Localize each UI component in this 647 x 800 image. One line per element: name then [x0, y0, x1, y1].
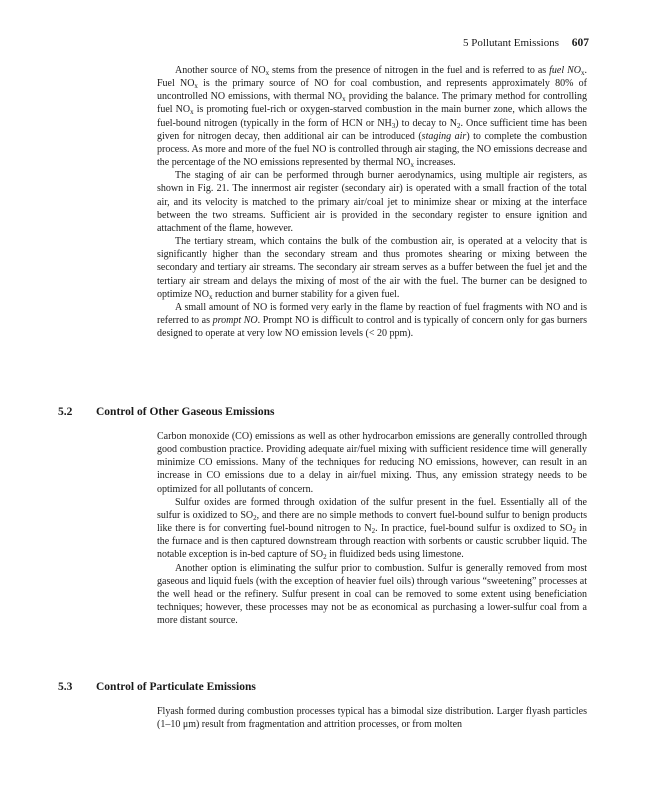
paragraph-sulfur-oxides: Sulfur oxides are formed through oxidation of the sulfur present in the fuel. Essentially all of the sulfur is oxidized to $SO_2$, and there are no simple methods to convert fuel-bound sulfur to benign products like there is for converting fuel-bound nitrogen to $N_2$. In practice, fuel-bound sulfur is oxdized to $SO_2$ in the furnace and is then captured downstream through reaction with sorbents or caustic scrubber liquid. The notable exception is in-bed capture of $SO_2$ in fluidized beds using limestone.: [157, 496, 588, 562]
paragraph-flyash: Flyash formed during combustion processes typical has a bimodal size distribution. Larger flyash particles (1–10 μm) result from fragmentation and attrition processes, or from molten: [157, 706, 587, 731]
section-number: 5.2: [58, 406, 73, 418]
running-header: [463, 37, 589, 49]
paragraph-co-emissions: Carbon monoxide (CO) emissions as well as other hydrocarbon emissions are generally controlled through good combustion practice. Providing adequate air/fuel mixing with sufficient residence time will generally minimize CO emissions. Many of the techniques for reducing NO emissions, however, can result in an increase in CO emissions due to a delay in air/fuel mixing. Thus, any emission strategy needs to be optimized for all pollutants of concern.: [157, 431, 587, 495]
paragraph-prompt-no: A small amount of NO is formed very early in the flame by reaction of fuel fragments with NO and is referred to as prompt NO. Prompt NO is difficult to control and is typically of concern only for gas burners designed to operate at very low NO emission levels (< 20 ppm).: [157, 301, 587, 340]
nox-text-block: [157, 64, 587, 340]
paragraph-fuel-nox: Another source of $NO_x$ stems from the presence of nitrogen in the fuel and is referred to as fuel $NO_x$. Fuel $NO_x$ is the primary source of NO for coal combustion, and represents approximately 80% of uncontrolled NO emissions, with thermal $NO_x$ providing the balance. The primary method for controlling fuel $NO_x$ is promoting fuel-rich or oxygen-starved combustion in the main burner zone, which allows the fuel-bound nitrogen (typically in the form of HCN or $NH_3$) to decay to $N_2$. Once sufficient time has been given for nitrogen decay, then additional air can be introduced (staging air) to complete the combustion process. As more and more of the fuel NO is controlled through air staging, the NO emissions decrease and the percentage of the NO emissions represented by thermal $NO_x$ increases.: [157, 65, 588, 170]
section-number: 5.3: [58, 681, 73, 693]
running-header-section: 5 Pollutant Emissions: [463, 37, 559, 49]
section-heading-5-3: [58, 681, 256, 693]
section-title: Control of Other Gaseous Emissions: [96, 406, 275, 418]
page-number: 607: [571, 37, 589, 49]
paragraph-air-staging: The staging of air can be performed through burner aerodynamics, using multiple air registers, as shown in Fig. 21. The innermost air register (secondary air) is operated with a small fraction of the total air, and its velocity is matched to the primary air/coal jet to minimize shear or mixing at the interface between the two streams. Sufficient air is provided in the secondary register to ensure ignition and attachment of the flame, however.: [157, 170, 587, 234]
gaseous-emissions-text-block: [157, 430, 587, 627]
particulate-text-block: [157, 705, 587, 731]
paragraph-tertiary-stream: The tertiary stream, which contains the bulk of the combustion air, is operated at a velocity that is significantly higher than the secondary stream and thus promotes shearing or mixing between the secondary and tertiary air streams. The secondary air stream serves as a buffer between the fuel jet and the tertiary air stream and delays the mixing of most of the air with the fuel. The burner can be designed to optimize $NO_x$ reduction and burner stability for a given fuel.: [157, 236, 587, 301]
paragraph-sulfur-removal: Another option is eliminating the sulfur prior to combustion. Sulfur is generally removed from most gaseous and liquid fuels (with the exception of heavier fuel oils) through various “sweetening” processes at the well head or the refinery. Sulfur present in coal can be removed to some extent using beneficiation techniques; however, these processes may not be as economical as purchasing a lower-sulfur coal from a more distant source.: [157, 562, 587, 627]
section-title: Control of Particulate Emissions: [96, 681, 256, 693]
section-heading-5-2: [58, 406, 274, 418]
